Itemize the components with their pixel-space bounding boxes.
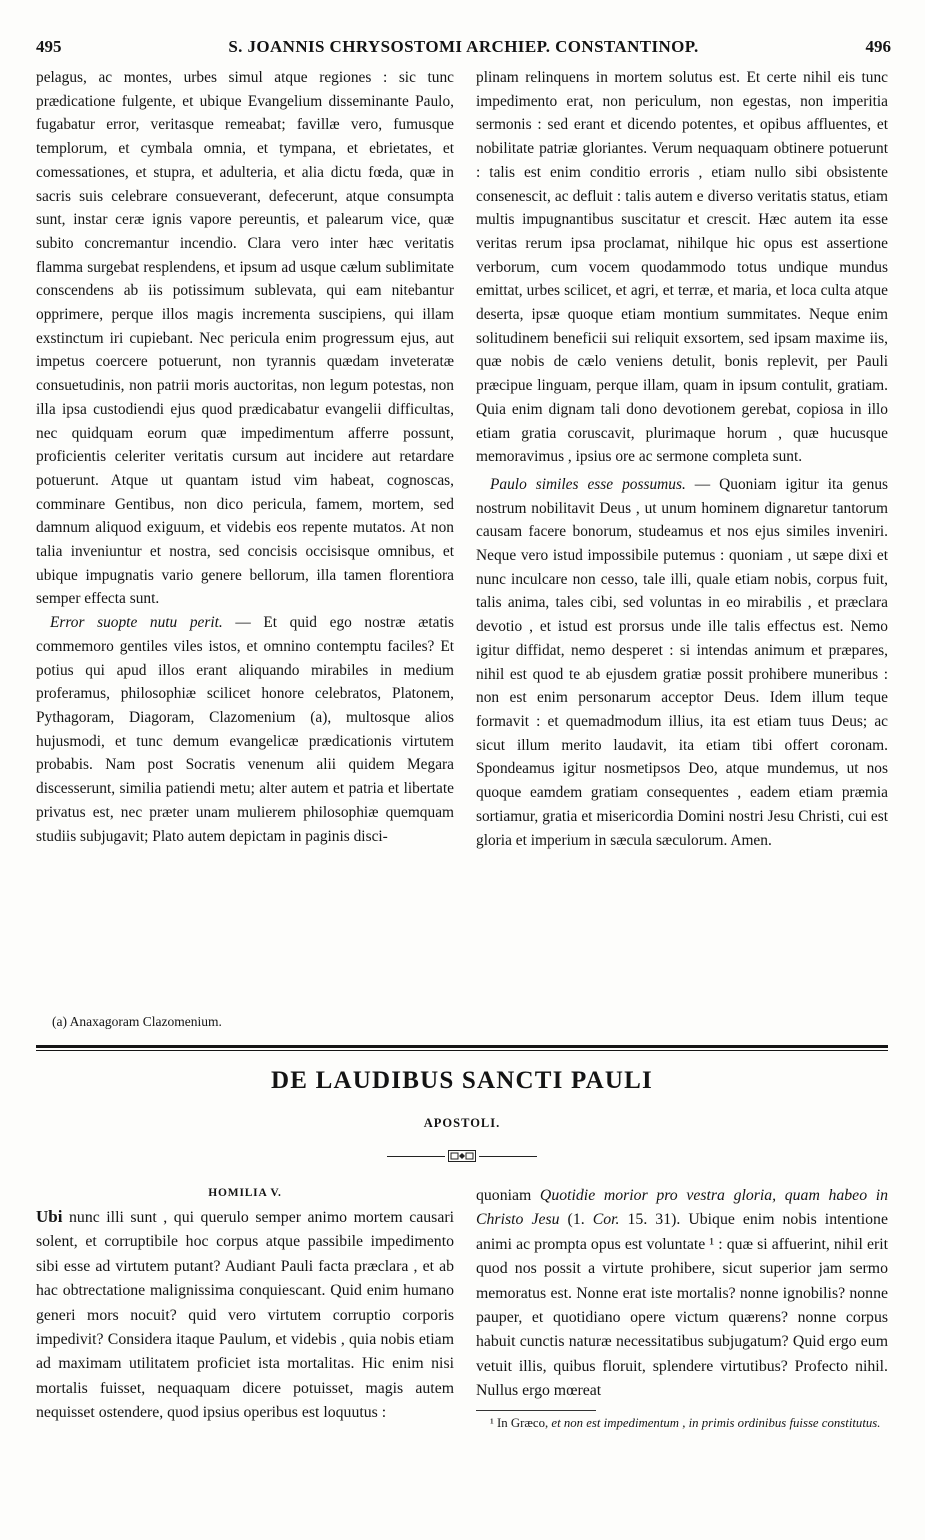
ref-book: Cor. <box>592 1211 620 1229</box>
paragraph <box>476 1184 888 1404</box>
text-run: quoniam <box>476 1187 540 1204</box>
ornament-line-left <box>387 1156 445 1157</box>
paragraph-text: nunc illi sunt , qui querulo semper animo mortem causari solent, et corruptibile hoc corpus atque passibile impedimento sibi esse ad virtutem putant? Audiant Pauli facta præclara , et ab hac obtrectatione malignissima conquiescant. Quid enim humano generi mors nocuit? quid vero virtutem corruptio corporis impedivit? Considera itaque Paulum, et videbis , quia nobis etiam ad maximam utilitatem proficiet ista mortalitas. Hic enim nisi mortalis fuisset, nequaquam dicere potuisset, magis autem nequisset ostendere, quod ipsius operibus est loquutus : <box>36 1209 454 1422</box>
footnote-a: (a) Anaxagoram Clazomenium. <box>52 1014 222 1029</box>
ref-close: 15. 31). <box>619 1211 689 1229</box>
marginal-caption: Paulo similes esse possumus. <box>490 475 686 493</box>
paragraph: plinam relinquens in mortem solutus est. Et certe nihil eis tunc impedimento erat, non periculum, non egestas, non imperitia sermonis : sed erant et dicendo potentes, et opibus affluentes, et nobilitate patriæ gloriantes. Verum nequaquam obtinere potuerunt : talis est enim conditio erroris , etiam nullo sibi obsistente consenescit, ac defluit : talis autem e diverso veritatis status, etiam multis impugnantibus suscitatur et crescit. Hæc autem ita esse veritas rerum ipsa proclamat, nihilque hic opus est assertione verborum, cum vocem quodammodo totus undique mundus emittat, urbes scilicet, et agri, et terræ, et maria, et loca culta atque deserta, ipsæ quoque etiam montium summitates. Neque enim solitudinem beneficii sui reliquit exsortem, sed ipsam maxime iis, quæ nobis de cælo veniens detulit, bonis replevit, per Pauli præcipue linguam, perque illam, quam in ipsum contulit, gratiam. Quia enim dignam tali dono devotionem gerebat, copiosa in illo etiam gratia coruscavit, plurimaque horum , quæ hucusque memoravimus , ipsius ore ac sermone completa sunt. <box>476 69 888 466</box>
homily-label: HOMILIA V. <box>208 1187 282 1199</box>
lower-left-column <box>36 1184 454 1426</box>
upper-right-column <box>476 66 888 852</box>
page-number-right: 496 <box>865 37 891 56</box>
ornament-line-right <box>479 1156 537 1157</box>
paragraph-error-suopte <box>36 611 454 848</box>
scripture-quote: Quotidie morior pro vestra gloria, quam habeo in Christo Jesu <box>476 1187 889 1229</box>
footnote-lead: ¹ In Græco, <box>490 1415 552 1430</box>
lower-right-column <box>476 1184 888 1432</box>
running-title: S. JOANNIS CHRYSOSTOMI ARCHIEP. CONSTANTINOP. <box>228 37 699 56</box>
page-number-left: 495 <box>36 37 62 56</box>
ref-open: (1. <box>559 1211 593 1229</box>
paragraph <box>36 1205 454 1426</box>
ornament-icon <box>448 1150 476 1162</box>
section-divider-rule <box>36 1045 888 1051</box>
ornament-divider <box>387 1150 537 1164</box>
paragraph: pelagus, ac montes, urbes simul atque regiones : sic tunc prædicatione fulgente, et ubique Evangelium disseminante Paulo, fugabatur error, veritasque remeabat; favillæ vero, fumusque templorum, et cymbala omnia, et tympana, et ebrietates, et comessationes, et stupra, et adulteria, et alia dictu fœda, quæ in sacris suis celebrare consueverant, defecerunt, atque consumpta sunt, instar ceræ ignis vapore pereuntis, et palearum vice, quæ subito concremantur incendio. Clara vero inter hæc veritatis flamma surgebat resplendens, et ipsum ad usque cælum sublimitate conscendens ab iis potissimum sublevata, qui eam nitebantur opprimere, perque illos magis incrementa suscipiens, qui illam exstinctum iri cupiebant. Nec pericula enim progressum ejus, aut impetus coercere potuerunt, non tyrannis quædam inveteratæ consuetudinis, non patrii moris auctoritas, non legum potestas, non illa ipsa custodiendi ejus quod prædicabatur evangelii difficultas, nec quidquam eorum quæ impedimentum afferre possunt, proficientis celeriter veritatis cursum aut incidere aut retardare potuerunt. Atque ut quantam istud vim habeat, cognoscas, comminare Gentibus, non dico pericula, famem, mortem, sed damnum aliquod exiguum, et videbis eos repente mutatos. At non talia inveniuntur et nostra, sed concisis occisisque omnibus, et ubique impugnatis vario genere bellorum, illa tamen florentiora semper effecta sunt. <box>36 69 454 608</box>
footnote-rule <box>476 1410 596 1411</box>
section-title: DE LAUDIBUS SANCTI PAULI <box>271 1067 653 1094</box>
footnote-italic: et non est impedimentum , in primis ordinibus fuisse constitutus. <box>551 1415 881 1430</box>
running-head <box>36 37 891 61</box>
section-subtitle: APOSTOLI. <box>423 1116 501 1130</box>
opening-word: Ubi <box>36 1207 63 1226</box>
paragraph-text: — Et quid ego nostræ ætatis commemoro gentiles viles istos, et omnino contemptu faciles? Et potius qui apud illos erant aliquando mirabiles in medium proferamus, philosophiæ scilicet honore celebratos, Platonem, Pythagoram, Diagoram, Clazomenium (a), multosque alios hujusmodi, et tunc demum evangelicæ prædicationis virtutem probabis. Nam post Socratis venenum alii quidem Megara discesserunt, similia patiendi metu; alter autem et patria et libertate privatus est, nec præter unam mulierem philosophiæ quemquam studiis subjugavit; Plato autem depictam in paginis disci- <box>36 614 454 845</box>
footnote-1 <box>476 1415 888 1432</box>
upper-left-column <box>36 66 454 848</box>
marginal-caption: Error suopte nutu perit. <box>50 614 223 632</box>
paragraph-text: — Quoniam igitur ita genus nostrum nobilitavit Deus , ut unum hominem dignaretur tantorum causam facere bonorum, studeamus et nos ejus similes inveniri. Neque vero istud impossibile putemus : quoniam , ut sæpe dixi et nunc inculcare non cesso, tale illi, quale etiam nobis, corpus fuit, talis anima, tales cibi, sed voluntas in eo mirabilis , et præclara devotio , et istud est prorsus unde ille talis effectus est. Nemo igitur diffidat, nemo desperet : si intendas animum et præpares, nihil est quod te ab ejusdem gratiæ possit prohibere muneribus : non est enim personarum acceptor Deus. Idem illum teque formavit : et quemadmodum illius, ita est etiam tuus Deus; ac sicut illum merito laudavit, ita etiam tibi offert coronam. Spondeamus igitur nosmetipsos Deo, atque mundemus, ut nos quoque eamdem gratiam consequentes , eadem etiam præmia sortiamur, gratia et misericordia Domini nostri Jesu Christi, cui est gloria et imperium in sæcula sæculorum. Amen. <box>476 475 888 849</box>
text-run: Ubique enim nobis intentione animi ac prompta opus est voluntate ¹ : quæ si affuerint, nihil erit quod nos possit a virtute prohibere, sicut superior jam sermo memoratus est. Nonne erat iste mortalis? nonne ignobilis? nonne pauper, et quotidiano opere victum quærens? nonne corpus habuit cunctis naturæ necessitatibus subjugatum? Quid ergo eum vetuit illis, quibus floruit, splendere virtutibus? Profecto nihil. Nullus ergo mœreat <box>476 1211 888 1400</box>
paragraph-paulo-similes <box>476 473 888 852</box>
